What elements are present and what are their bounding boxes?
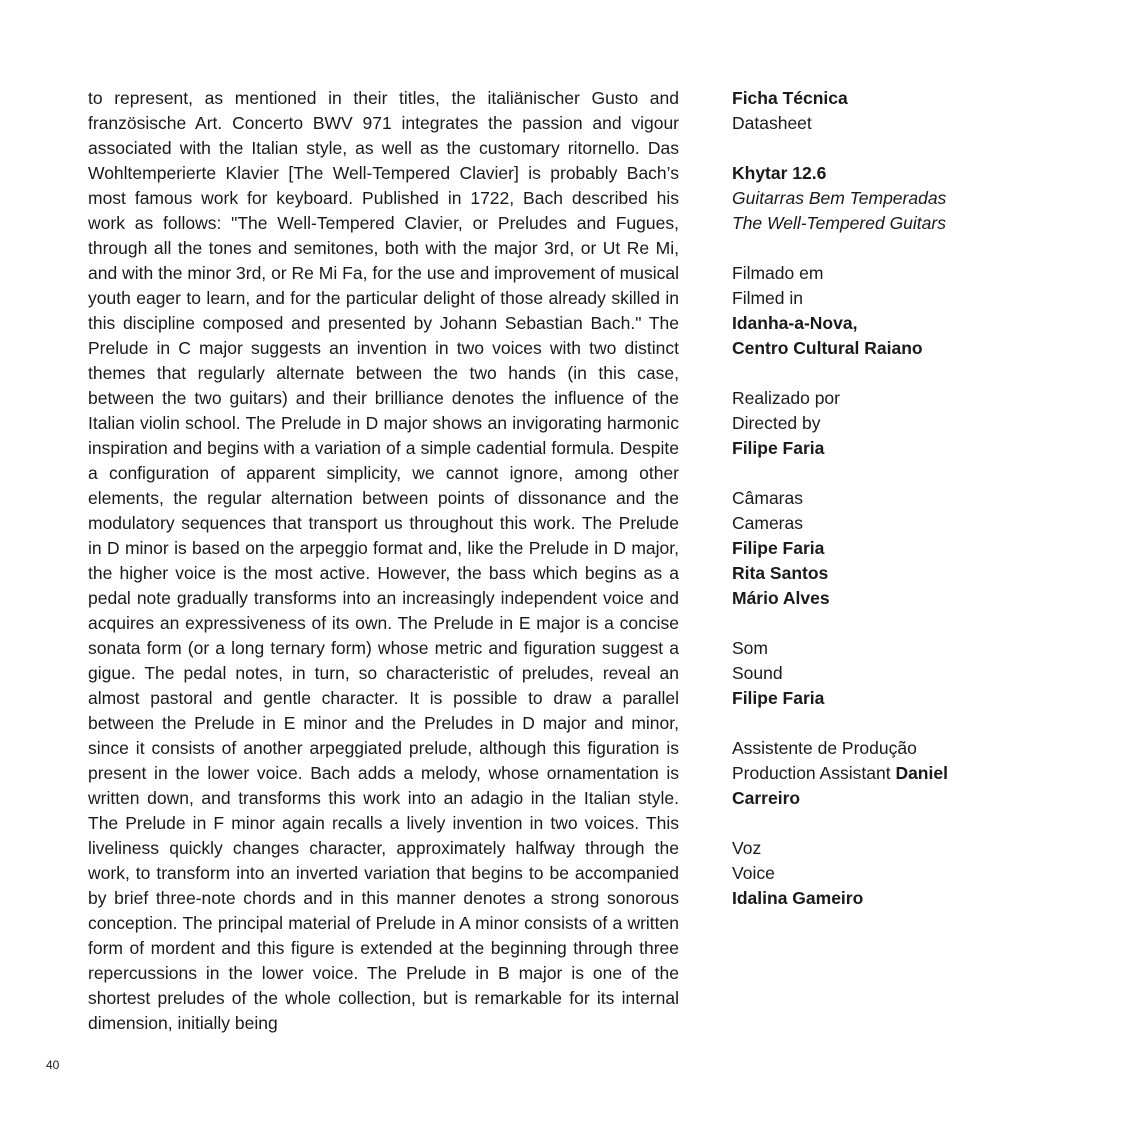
filmed-place-2: Centro Cultural Raiano (732, 338, 923, 358)
assistant-label-pt: Assistente de Produção (732, 738, 917, 758)
camera-name-1: Filipe Faria (732, 538, 825, 558)
camera-name-2: Rita Santos (732, 563, 829, 583)
voice-name: Idalina Gameiro (732, 888, 864, 908)
credits-heading (732, 86, 1032, 136)
assistant-first-name: Daniel (895, 763, 948, 783)
cameras-label-pt: Câmaras (732, 488, 803, 508)
assistant-last-name: Carreiro (732, 788, 801, 808)
sound-label-pt: Som (732, 638, 768, 658)
credits-cameras-block (732, 486, 1032, 611)
heading-pt: Ficha Técnica (732, 88, 848, 108)
credits-voice-block (732, 836, 1032, 911)
sound-label-en: Sound (732, 663, 783, 683)
camera-name-3: Mário Alves (732, 588, 830, 608)
voice-label-pt: Voz (732, 838, 762, 858)
credits-assistant-block (732, 736, 1032, 811)
filmed-label-pt: Filmado em (732, 263, 824, 283)
credits-directed-block (732, 386, 1032, 461)
work-title: Khytar 12.6 (732, 163, 827, 183)
page-number: 40 (46, 1058, 60, 1072)
body-text-column (88, 86, 679, 1036)
assistant-label-line (732, 761, 1032, 786)
cameras-label-en: Cameras (732, 513, 803, 533)
work-subtitle-pt: Guitarras Bem Temperadas (732, 188, 947, 208)
sound-name: Filipe Faria (732, 688, 825, 708)
filmed-place-1: Idanha-a-Nova, (732, 313, 858, 333)
assistant-label-en: Production Assistant (732, 763, 891, 783)
credits-title-block (732, 161, 1032, 236)
credits-sidebar (732, 86, 1032, 936)
directed-label-pt: Realizado por (732, 388, 840, 408)
body-paragraph: to represent, as mentioned in their titles, the italiänischer Gusto and französische Art. Concerto BWV 971 integrates the passion and vigour associated with the Italian style, as well as the customary ritornello. Das Wohltemperierte Klavier [The Well-Tempered Clavier] is probably Bach’s most famous work for keyboard. Published in 1722, Bach described his work as follows: "The Well-Tempered Clavier, or Preludes and Fugues, through all the tones and semitones, both with the major 3rd, or Ut Re Mi, and with the minor 3rd, or Re Mi Fa, for the use and improvement of musical youth eager to learn, and for the particular delight of those already skilled in this discipline composed and presented by Johann Sebastian Bach." The Prelude in C major suggests an invention in two voices with two distinct themes that regularly alternate between the two hands (in this case, between the two guitars) and their brilliance denotes the influence of the Italian violin school. The Prelude in D major shows an invigorating harmonic inspiration and begins with a variation of a simple cadential formula. Despite a configuration of apparent simplicity, we cannot ignore, among other elements, the regular alternation between points of dissonance and the modulatory sequences that transport us throughout this work. The Prelude in D minor is based on the arpeggio format and, like the Prelude in D major, the higher voice is the most active. However, the bass which begins as a pedal note gradually transforms into an increasingly independent voice and acquires an expressiveness of its own. The Prelude in E major is a concise sonata form (or a long ternary form) whose metric and figuration suggest a gigue. The pedal notes, in turn, so characteristic of preludes, reveal an almost pastoral and gentle character. It is possible to draw a parallel between the Prelude in E minor and the Preludes in D major and minor, since it consists of another arpeggiated prelude, although this figuration is present in the lower voice. Bach adds a melody, whose ornamentation is written down, and transforms this work into an adagio in the Italian style. The Prelude in F minor again recalls a lively invention in two voices. This liveliness quickly changes character, approximately halfway through the work, to transform into an inverted variation that begins to be accompanied by brief three-note chords and in this manner denotes a strong sonorous conception. The principal material of Prelude in A minor consists of a written form of mordent and this figure is extended at the beginning through three repercussions in the lower voice. The Prelude in B major is one of the shortest preludes of the whole collection, but is remarkable for its internal dimension, initially being (88, 88, 679, 1033)
work-subtitle-en: The Well-Tempered Guitars (732, 213, 946, 233)
directed-label-en: Directed by (732, 413, 821, 433)
director-name: Filipe Faria (732, 438, 825, 458)
voice-label-en: Voice (732, 863, 775, 883)
credits-sound-block (732, 636, 1032, 711)
credits-filmed-block (732, 261, 1032, 361)
heading-en: Datasheet (732, 113, 812, 133)
filmed-label-en: Filmed in (732, 288, 803, 308)
